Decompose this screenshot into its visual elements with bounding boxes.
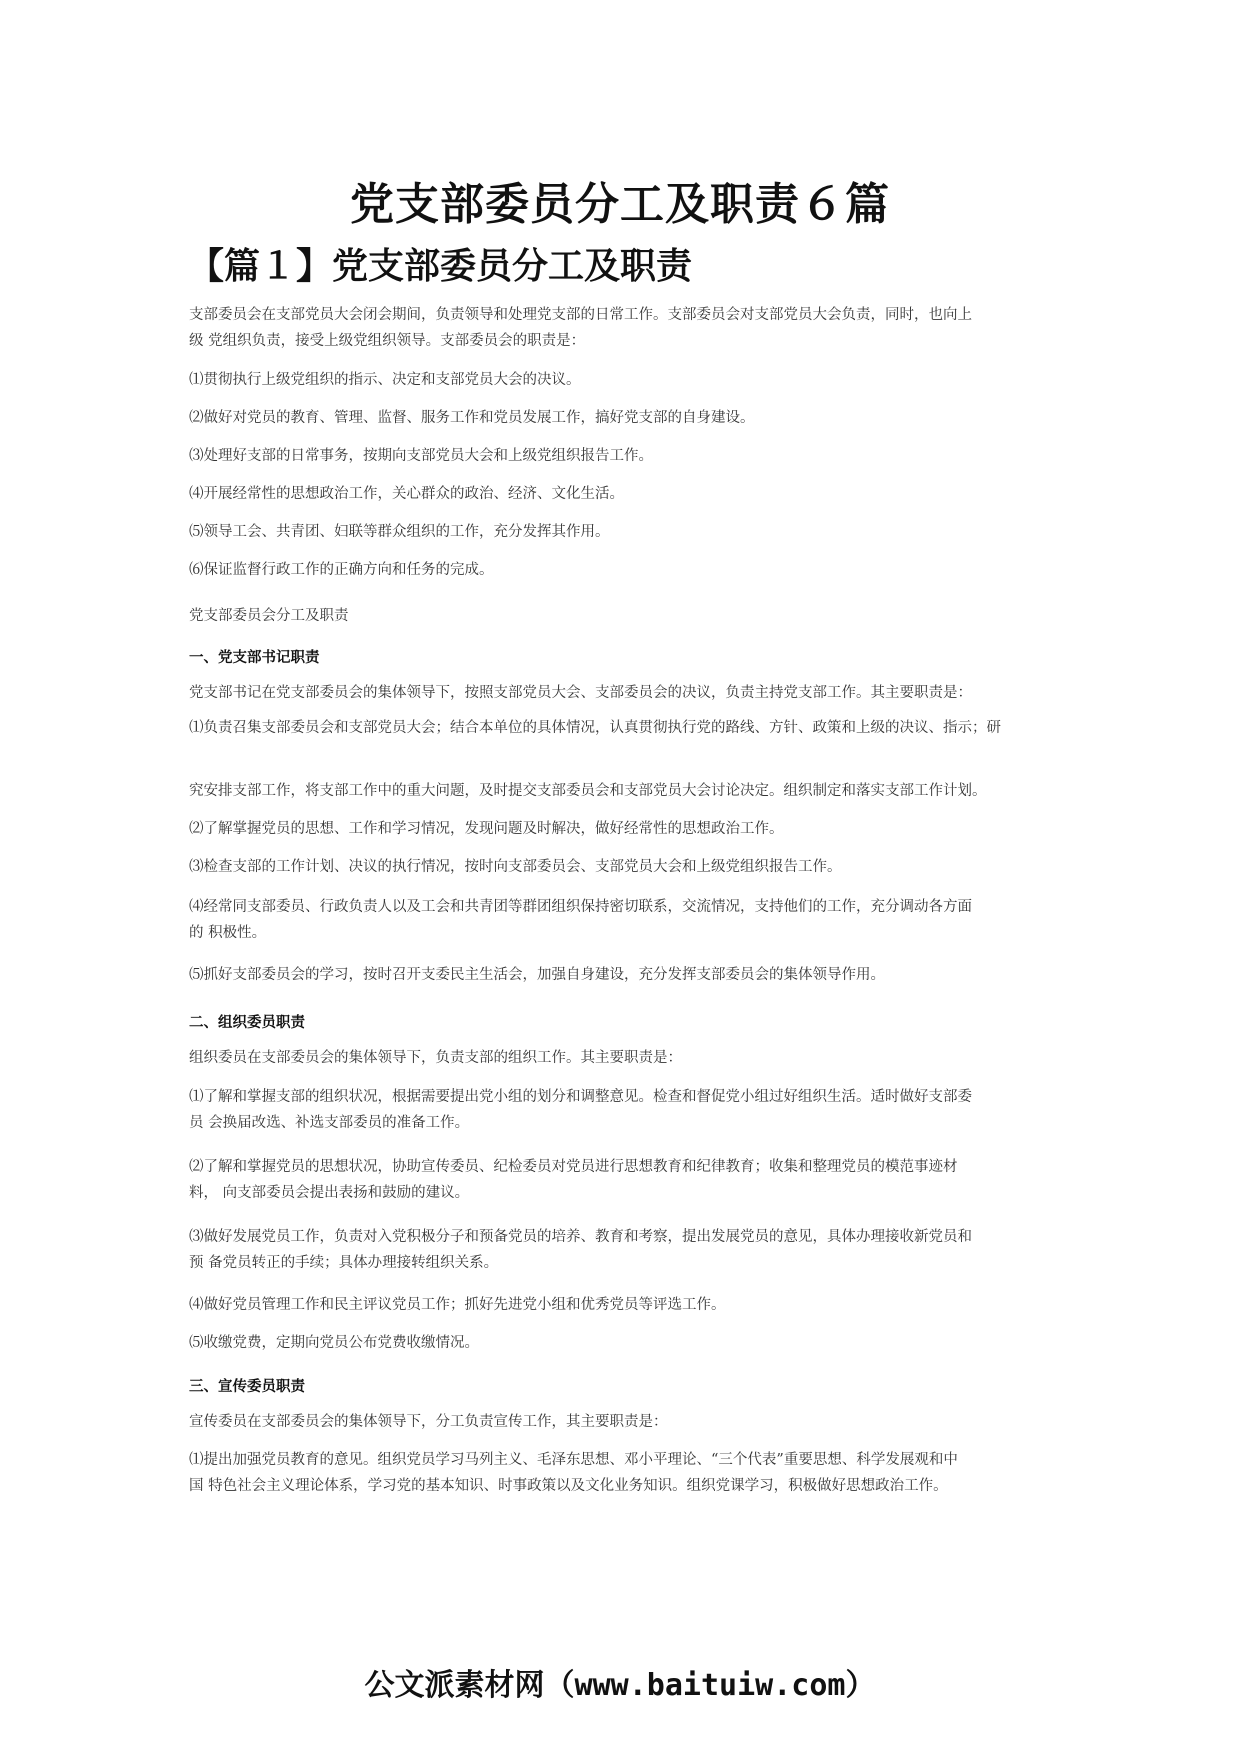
- footer-watermark: 公文派素材网（www.baituiw.com）: [364, 1668, 876, 1703]
- list-item-continuation: 的 积极性。: [189, 925, 267, 941]
- part-title: 【篇１】党支部委员分工及职责: [188, 245, 693, 287]
- list-item: ⑴提出加强党员教育的意见。组织党员学习马列主义、毛泽东思想、邓小平理论、“三个代表”重要思想、科学发展观和中: [189, 1452, 958, 1468]
- intro-line-2: 级 党组织负责，接受上级党组织领导。支部委员会的职责是：: [189, 333, 586, 349]
- list-item: ⑸抓好支部委员会的学习，按时召开支委民主生活会，加强自身建设，充分发挥支部委员会的集体领导作用。: [189, 967, 885, 983]
- list-item: ⑶做好发展党员工作，负责对入党积极分子和预备党员的培养、教育和考察，提出发展党员的意见，具体办理接收新党员和: [189, 1229, 972, 1245]
- list-item: ⑵了解掌握党员的思想、工作和学习情况，发现问题及时解决，做好经常性的思想政治工作。: [189, 821, 784, 837]
- list-item-continuation: 员 会换届改选、补选支部委员的准备工作。: [189, 1115, 470, 1131]
- list-item-continuation: 国 特色社会主义理论体系，学习党的基本知识、时事政策以及文化业务知识。组织党课学习，积极做好思想政治工作。: [189, 1478, 948, 1494]
- duty-item-4: ⑷开展经常性的思想政治工作，关心群众的政治、经济、文化生活。: [189, 486, 624, 502]
- duty-item-3: ⑶处理好支部的日常事务，按期向支部党员大会和上级党组织报告工作。: [189, 448, 653, 464]
- section-intro: 党支部书记在党支部委员会的集体领导下，按照支部党员大会、支部委员会的决议，负责主持党支部工作。其主要职责是：: [189, 685, 972, 701]
- list-item-continuation: 究安排支部工作，将支部工作中的重大问题，及时提交支部委员会和支部党员大会讨论决定。组织制定和落实支部工作计划。: [189, 783, 987, 799]
- duty-item-6: ⑹保证监督行政工作的正确方向和任务的完成。: [189, 562, 494, 578]
- intro-line-1: 支部委员会在支部党员大会闭会期间，负责领导和处理党支部的日常工作。支部委员会对支部党员大会负责，同时，也向上: [189, 307, 972, 323]
- list-item: ⑷做好党员管理工作和民主评议党员工作；抓好先进党小组和优秀党员等评选工作。: [189, 1297, 726, 1313]
- list-item-continuation: 预 备党员转正的手续；具体办理接转组织关系。: [189, 1255, 499, 1271]
- list-item: ⑷经常同支部委员、行政负责人以及工会和共青团等群团组织保持密切联系，交流情况，支持他们的工作，充分调动各方面: [189, 899, 972, 915]
- duty-item-2: ⑵做好对党员的教育、管理、监督、服务工作和党员发展工作，搞好党支部的自身建设。: [189, 410, 755, 426]
- section-intro: 组织委员在支部委员会的集体领导下，负责支部的组织工作。其主要职责是：: [189, 1050, 682, 1066]
- section-heading-propaganda: 三、宣传委员职责: [189, 1379, 305, 1395]
- document-title: 党支部委员分工及职责６篇: [350, 179, 890, 230]
- section-heading-secretary: 一、党支部书记职责: [189, 650, 320, 666]
- list-item: ⑵了解和掌握党员的思想状况，协助宣传委员、纪检委员对党员进行思想教育和纪律教育；收集和整理党员的模范事迹材: [189, 1159, 958, 1175]
- duty-item-1: ⑴贯彻执行上级党组织的指示、决定和支部党员大会的决议。: [189, 372, 581, 388]
- subtitle: 党支部委员会分工及职责: [189, 608, 349, 624]
- list-item: ⑶检查支部的工作计划、决议的执行情况，按时向支部委员会、支部党员大会和上级党组织报告工作。: [189, 859, 842, 875]
- section-intro: 宣传委员在支部委员会的集体领导下，分工负责宣传工作，其主要职责是：: [189, 1414, 668, 1430]
- section-heading-organization: 二、组织委员职责: [189, 1015, 305, 1031]
- list-item: ⑴负责召集支部委员会和支部党员大会；结合本单位的具体情况，认真贯彻执行党的路线、方针、政策和上级的决议、指示；研: [189, 720, 1001, 736]
- list-item: ⑸收缴党费，定期向党员公布党费收缴情况。: [189, 1335, 479, 1351]
- list-item-continuation: 料， 向支部委员会提出表扬和鼓励的建议。: [189, 1185, 470, 1201]
- duty-item-5: ⑸领导工会、共青团、妇联等群众组织的工作，充分发挥其作用。: [189, 524, 610, 540]
- list-item: ⑴了解和掌握支部的组织状况，根据需要提出党小组的划分和调整意见。检查和督促党小组过好组织生活。适时做好支部委: [189, 1089, 972, 1105]
